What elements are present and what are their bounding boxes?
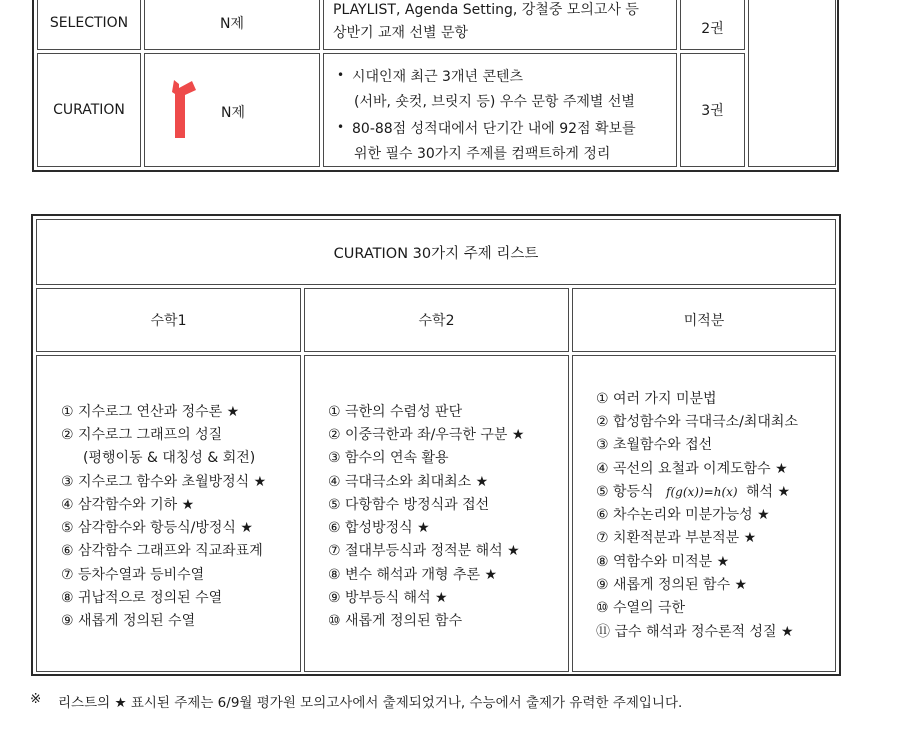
footnote-mark: ※: [30, 691, 42, 707]
curation-name: CURATION: [53, 102, 125, 118]
list-item: ① 지수로그 연산과 정수론 ★: [61, 404, 240, 420]
top-table-right-column: [748, 0, 836, 167]
list-item: ⑤ 다항함수 방정식과 접선: [328, 497, 490, 513]
list-item: ⑨ 새롭게 정의된 수열: [61, 613, 196, 629]
list-item: ⑥ 삼각함수 그래프와 직교좌표계: [61, 543, 263, 559]
list-item: ⑨ 새롭게 정의된 함수 ★: [596, 577, 748, 593]
list-item: ③ 초월함수와 접선: [596, 437, 713, 453]
selection-desc-line-2: 상반기 교재 선별 문항: [333, 25, 469, 41]
curation-count-label: N제: [221, 105, 245, 121]
list-item-with-formula: [596, 481, 790, 501]
list-item: ② 지수로그 그래프의 성질: [61, 427, 223, 443]
curation-count-cell: [144, 53, 320, 167]
list-item: (평행이동 & 대칭성 & 회전): [83, 450, 256, 466]
selection-name: SELECTION: [49, 15, 129, 31]
curation-bullet-1: •: [337, 68, 345, 82]
selection-volumes: 2권: [701, 21, 724, 37]
curation-list-title-cell: [36, 219, 836, 285]
formula-rhs: h(x): [713, 485, 738, 499]
formula-lhs: f(g(x)): [666, 485, 704, 499]
list-item: ① 여러 가지 미분법: [596, 391, 717, 407]
selection-volumes-cell: [680, 0, 745, 50]
selection-desc-cell: [323, 0, 677, 50]
curation-list-title: CURATION 30가지 주제 리스트: [333, 245, 539, 262]
curation-volumes: 3권: [701, 103, 724, 119]
curation-name-cell: [37, 53, 141, 167]
column-header-math2: [304, 288, 569, 352]
list-item: ④ 삼각함수와 기하 ★: [61, 497, 195, 513]
curation-desc-2-line-2: 위한 필수 30가지 주제를 컴팩트하게 정리: [354, 146, 611, 162]
list-item: ⑦ 등차수열과 등비수열: [61, 567, 205, 583]
footnote-text: 리스트의 ★ 표시된 주제는 6/9월 평가원 모의고사에서 출제되었거나, 수능에서 출제가 유력한 주제입니다.: [58, 695, 683, 711]
math1-topics-cell: [36, 355, 301, 672]
curation-desc-cell: [323, 53, 677, 167]
list-item: ⑩ 수열의 극한: [596, 600, 686, 616]
curation-bullet-2: •: [337, 120, 345, 134]
list-item: ⑤ 삼각함수와 항등식/방정식 ★: [61, 520, 253, 536]
list-item: ③ 함수의 연속 활용: [328, 450, 449, 466]
list-item: ③ 지수로그 함수와 초월방정식 ★: [61, 474, 267, 490]
list-item: ⑨ 방부등식 해석 ★: [328, 590, 448, 606]
list-item: ⑥ 합성방정식 ★: [328, 520, 430, 536]
selection-name-cell: [37, 0, 141, 50]
list-item: ⑩ 새롭게 정의된 함수: [328, 613, 463, 629]
column-header-calculus-label: 미적분: [683, 313, 725, 329]
list-item: ⑦ 치환적분과 부분적분 ★: [596, 530, 757, 546]
curation-logo-icon: [169, 78, 199, 140]
list-item: ① 극한의 수렴성 판단: [328, 404, 463, 420]
list-item-suffix: 해석 ★: [746, 484, 791, 500]
list-item: ④ 극대극소와 최대최소 ★: [328, 474, 489, 490]
column-header-math2-label: 수학2: [418, 313, 455, 329]
list-item: ⑥ 차수논리와 미분가능성 ★: [596, 507, 770, 523]
formula-equals: =: [703, 485, 714, 499]
curation-desc-2-line-1: 80-88점 성적대에서 단기간 내에 92점 확보를: [352, 121, 636, 137]
list-item: ⑧ 변수 해석과 개형 추론 ★: [328, 567, 498, 583]
calculus-topics-cell: [572, 355, 836, 672]
selection-count-label: N제: [220, 16, 244, 32]
column-header-math1: [36, 288, 301, 352]
curation-desc-1-line-1: 시대인재 최근 3개년 콘텐츠: [352, 69, 524, 85]
list-item: ④ 곡선의 요철과 이계도함수 ★: [596, 461, 788, 477]
curation-desc-1-line-2: (서바, 숏컷, 브릿지 등) 우수 문항 주제별 선별: [354, 94, 635, 110]
list-item: ⑦ 절대부등식과 정적분 해석 ★: [328, 543, 520, 559]
list-item-text: ⑤ 항등식: [596, 484, 654, 500]
list-item: ⑧ 역함수와 미적분 ★: [596, 554, 730, 570]
list-item: ⑪ 급수 해석과 정수론적 성질 ★: [596, 624, 794, 640]
selection-count-cell: [144, 0, 320, 50]
curation-volumes-cell: [680, 53, 745, 167]
list-item: ⑧ 귀납적으로 정의된 수열: [61, 590, 223, 606]
column-header-math1-label: 수학1: [150, 313, 187, 329]
column-header-calculus: [572, 288, 836, 352]
list-item: ② 합성함수와 극대극소/최대최소: [596, 414, 798, 430]
math2-topics-cell: [304, 355, 569, 672]
selection-desc-line-1: PLAYLIST, Agenda Setting, 강철중 모의고사 등: [333, 2, 639, 18]
list-item: ② 이중극한과 좌/우극한 구분 ★: [328, 427, 525, 443]
